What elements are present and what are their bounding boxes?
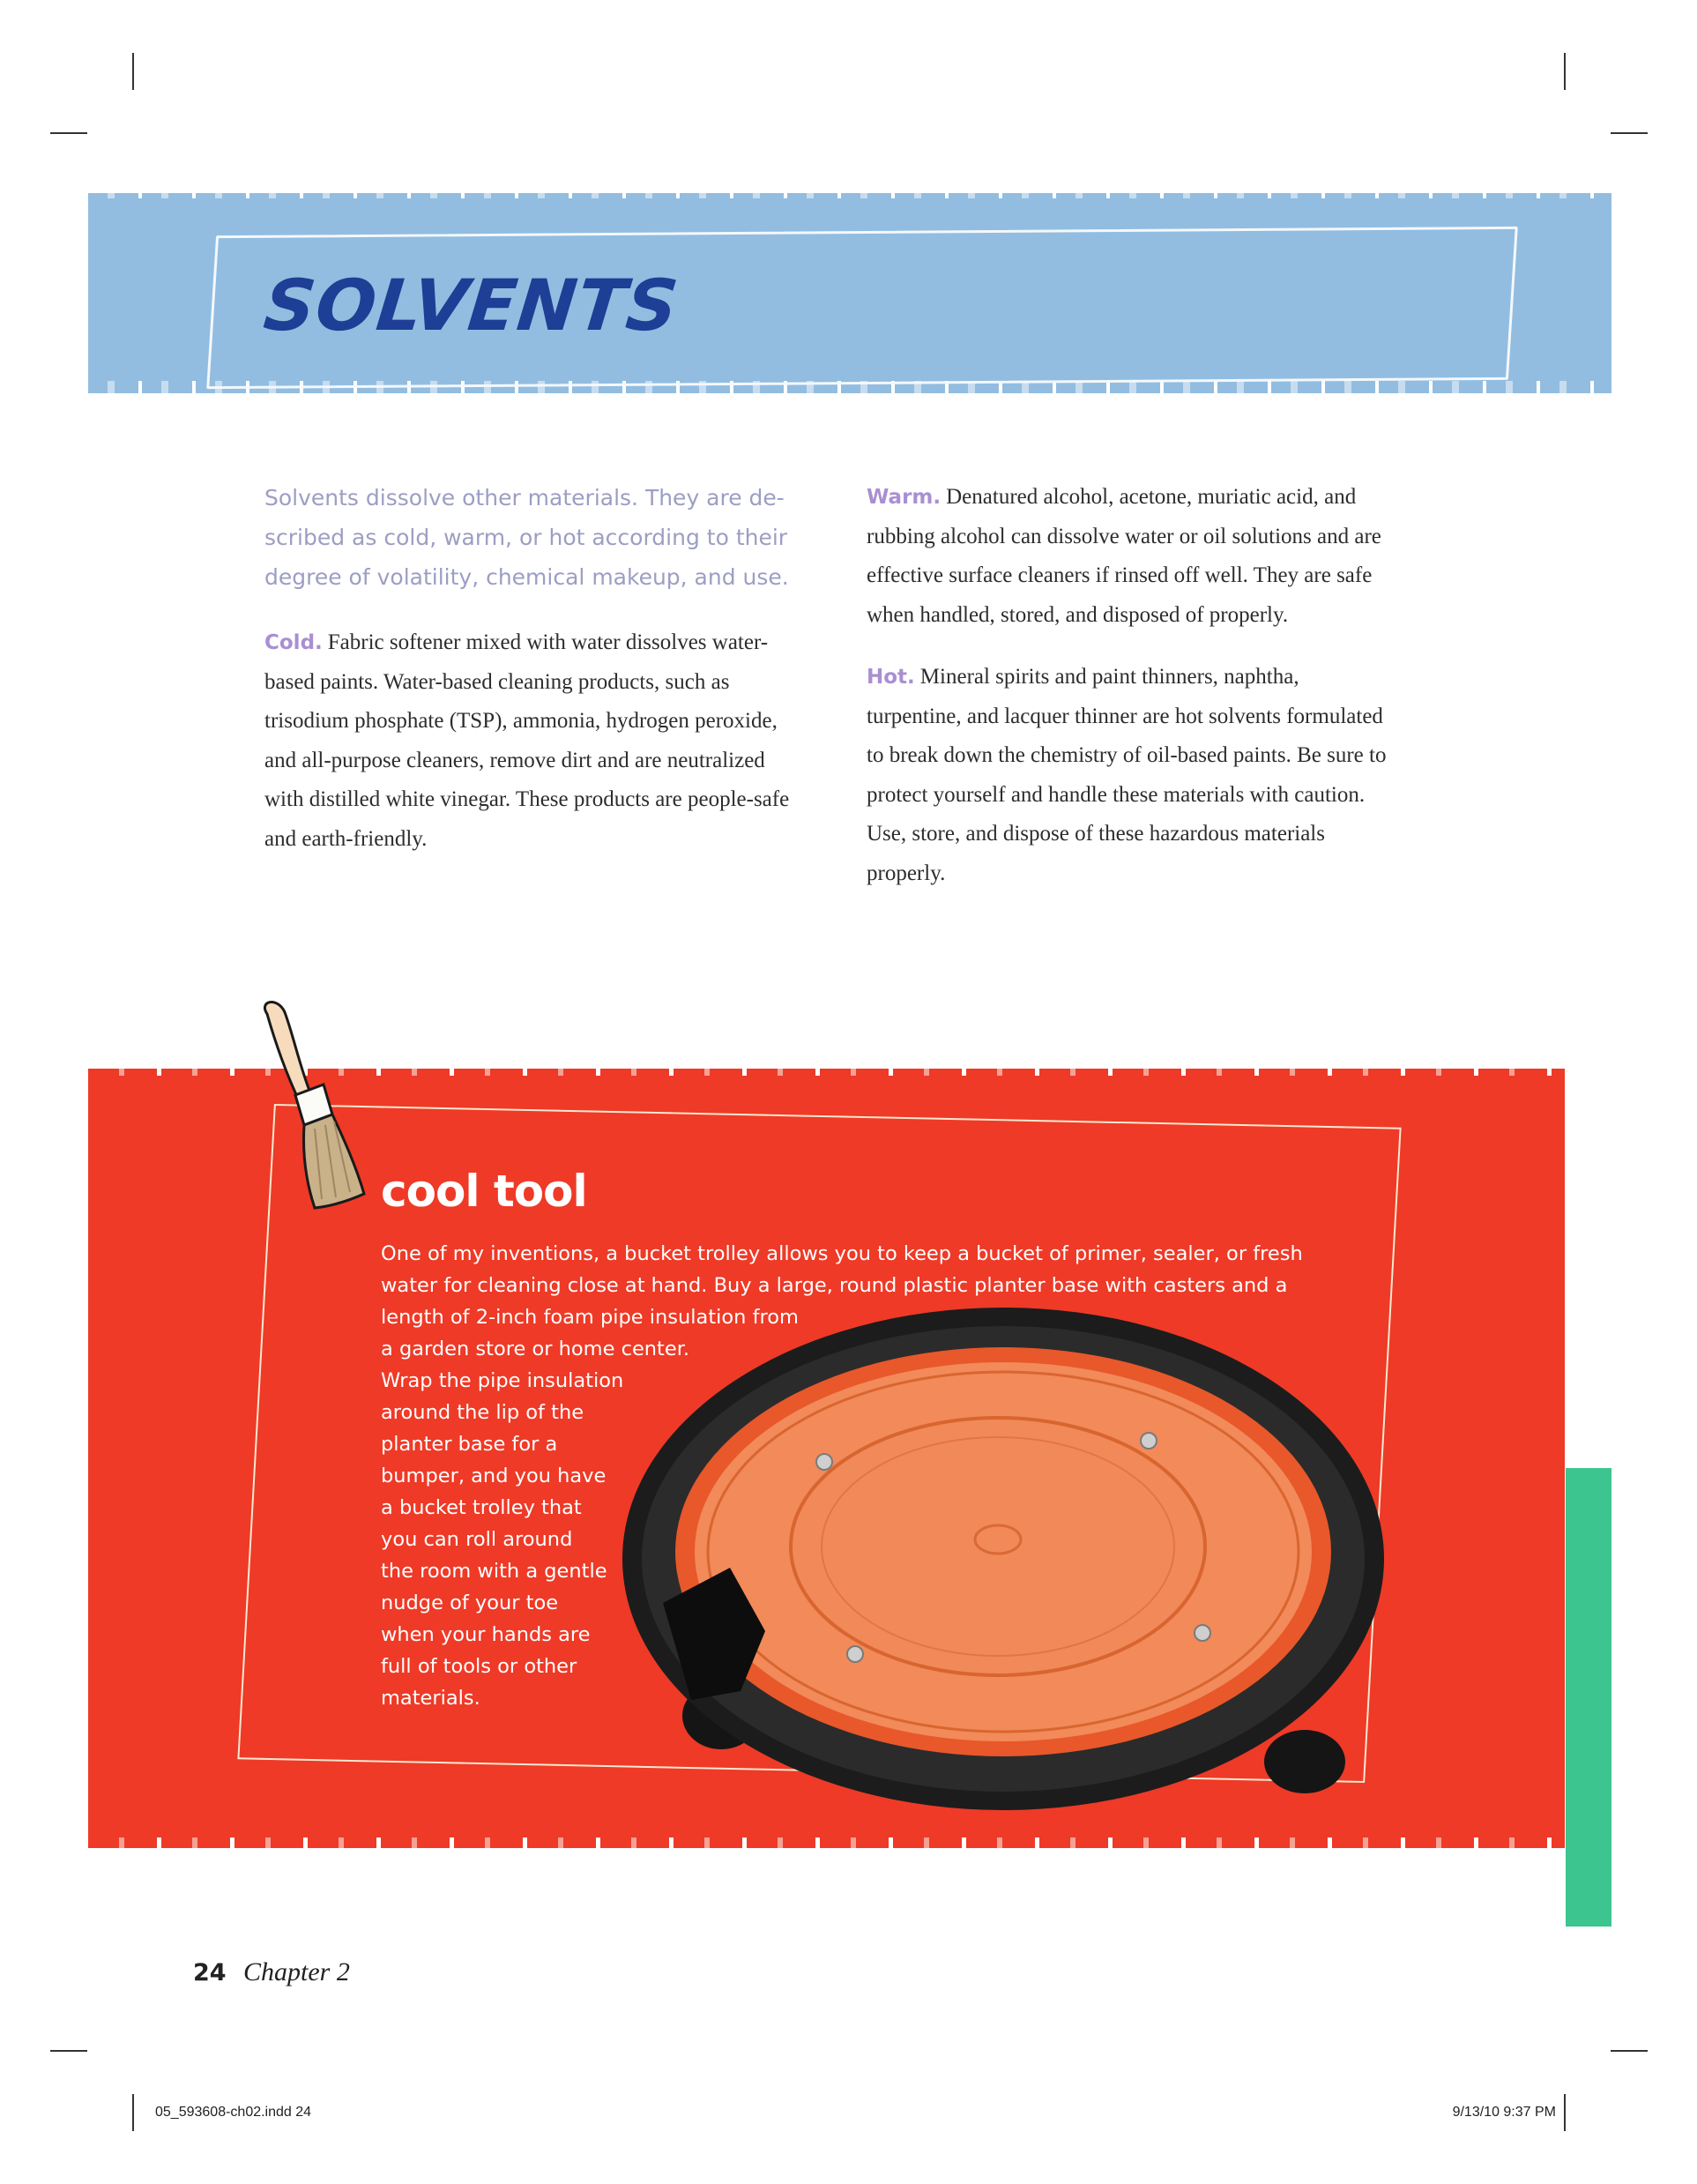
crop-mark <box>50 132 87 134</box>
cool-tool-title: cool tool <box>381 1166 587 1217</box>
intro-line: scribed as cold, warm, or hot according to their <box>264 525 788 550</box>
red-panel-bottom-edge <box>88 1837 1565 1848</box>
cold-line: and earth-friendly. <box>264 826 428 851</box>
crop-mark <box>132 2094 134 2131</box>
hot-line: protect yourself and handle these materials with caution. <box>867 782 1366 807</box>
cool-tool-line: full of tools or other <box>381 1655 577 1678</box>
cool-tool-line: nudge of your toe <box>381 1591 559 1614</box>
slug-right: 9/13/10 9:37 PM <box>1452 2105 1556 2120</box>
cool-tool-line: planter base for a <box>381 1433 558 1456</box>
crop-mark <box>50 2050 87 2052</box>
slug-left: 05_593608-ch02.indd 24 <box>155 2105 312 2120</box>
chapter-label: Chapter 2 <box>243 1957 350 1986</box>
hot-lead: Hot. <box>867 666 915 689</box>
page-number: 24 <box>193 1959 227 1986</box>
warm-lead: Warm. <box>867 486 942 509</box>
intro-line: Solvents dissolve other materials. They are de- <box>264 485 785 511</box>
cool-tool-line: water for cleaning close at hand. Buy a large, round plastic planter base with casters and a <box>381 1274 1288 1297</box>
cold-line: trisodium phosphate (TSP), ammonia, hydrogen peroxide, <box>264 709 778 733</box>
intro-paragraph <box>264 478 820 597</box>
cold-line: Fabric softener mixed with water dissolves water- <box>327 630 769 654</box>
cold-lead: Cold. <box>264 631 323 654</box>
hot-line: turpentine, and lacquer thinner are hot solvents formulated <box>867 704 1383 728</box>
cool-tool-line: a garden store or home center. <box>381 1338 690 1360</box>
crop-mark <box>1611 132 1648 134</box>
hot-line: to break down the chemistry of oil-based paints. Be sure to <box>867 743 1387 767</box>
hot-line: Use, store, and dispose of these hazardous materials <box>867 822 1325 846</box>
right-column <box>867 478 1431 916</box>
warm-line: when handled, stored, and disposed of properly. <box>867 602 1289 627</box>
cold-line: with distilled white vinegar. These products are people-safe <box>264 787 790 811</box>
cool-tool-line: when your hands are <box>381 1623 591 1646</box>
cool-tool-line: length of 2-inch foam pipe insulation from <box>381 1306 799 1329</box>
crop-mark <box>1611 2050 1648 2052</box>
left-column <box>264 478 820 882</box>
cold-line: and all-purpose cleaners, remove dirt and are neutralized <box>264 748 765 772</box>
warm-paragraph <box>867 478 1431 635</box>
page-title: SOLVENTS <box>260 265 683 347</box>
hot-line: properly. <box>867 861 946 885</box>
paintbrush-icon <box>251 996 383 1278</box>
intro-line: degree of volatility, chemical makeup, and use. <box>264 564 789 590</box>
crop-mark <box>1564 53 1566 90</box>
cold-paragraph <box>264 623 820 859</box>
cool-tool-line: bumper, and you have <box>381 1465 607 1487</box>
hot-line: Mineral spirits and paint thinners, naphtha, <box>919 665 1299 689</box>
cold-line: based paints. Water-based cleaning products, such as <box>264 669 730 694</box>
crop-mark <box>132 53 134 90</box>
cool-tool-line: a bucket trolley that <box>381 1496 582 1519</box>
cool-tool-line: you can roll around <box>381 1528 573 1551</box>
cool-tool-line: the room with a gentle <box>381 1560 607 1583</box>
hot-paragraph <box>867 658 1431 893</box>
warm-line: effective surface cleaners if rinsed off well. They are safe <box>867 563 1373 587</box>
cool-tool-line: materials. <box>381 1687 480 1710</box>
warm-line: Denatured alcohol, acetone, muriatic acid, and <box>946 485 1357 509</box>
cool-tool-line: around the lip of the <box>381 1401 584 1424</box>
cool-tool-line: One of my inventions, a bucket trolley allows you to keep a bucket of primer, sealer, or fresh <box>381 1242 1303 1265</box>
bucket-trolley-photo <box>617 1303 1397 1819</box>
crop-mark <box>1564 2094 1566 2131</box>
warm-line: rubbing alcohol can dissolve water or oil solutions and are <box>867 524 1381 548</box>
cool-tool-line: Wrap the pipe insulation <box>381 1369 624 1392</box>
chapter-color-tab <box>1566 1468 1611 1927</box>
